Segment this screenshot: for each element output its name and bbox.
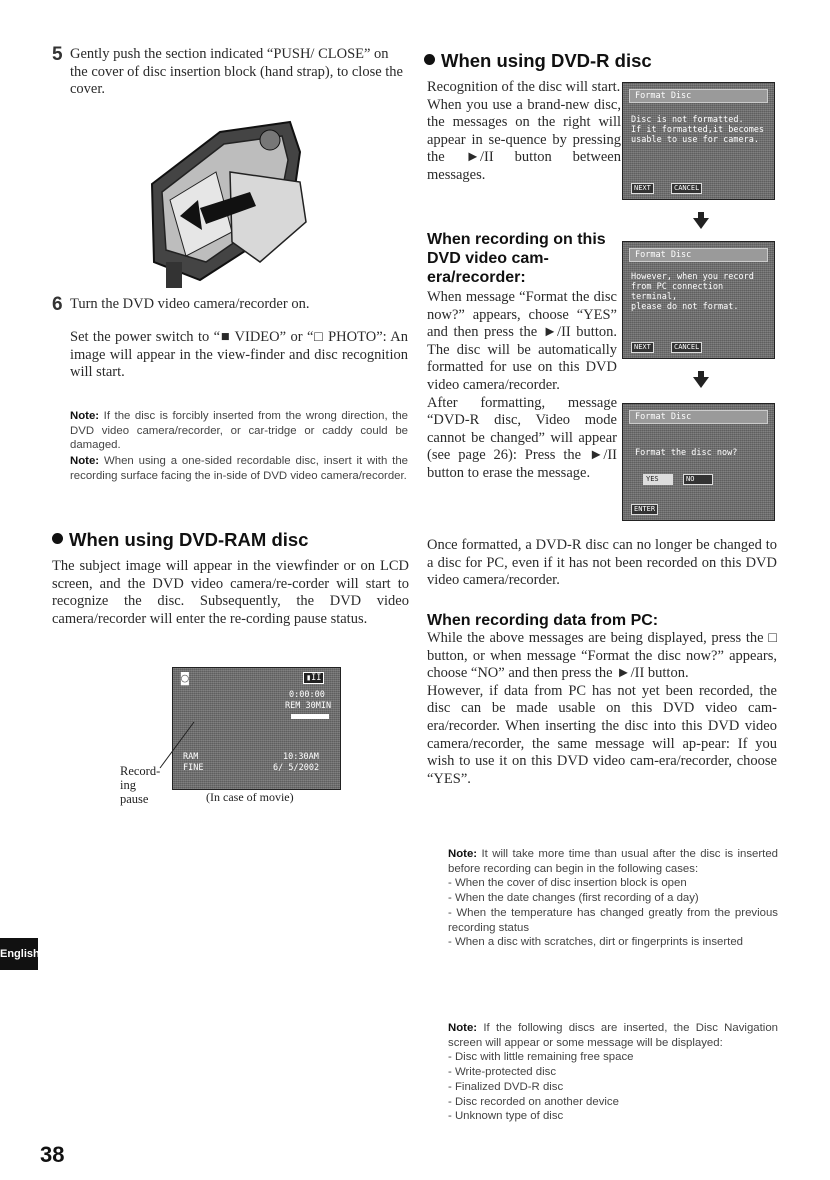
- camera-icon: ◙: [181, 671, 189, 686]
- osd-disc-type: RAM: [183, 752, 199, 762]
- osd-clock: 10:30AM: [283, 752, 319, 762]
- next-button[interactable]: NEXT: [631, 183, 654, 194]
- yes-button[interactable]: YES: [643, 474, 673, 485]
- osd-time: 0:00:00: [289, 690, 325, 700]
- note-wrong-direction: [70, 409, 408, 453]
- note-intro: It will take more time than usual after the disc is inserted before recording can begin in the following cases:: [448, 848, 778, 875]
- dvd-ram-body: The subject image will appear in the viewfinder or on LCD screen, and the DVD video camera/re-corder will start to recognize the disc. Subsequently, the DVD video camera/recorder will enter the re-cording pause status.: [52, 558, 409, 627]
- cancel-button[interactable]: CANCEL: [671, 183, 702, 194]
- camcorder-illustration: [140, 112, 312, 290]
- step-5-text: Gently push the section indicated “PUSH/ CLOSE” on the cover of disc insertion block (hand strap), to close the cover.: [70, 46, 403, 98]
- enter-button[interactable]: ENTER: [631, 504, 658, 515]
- dvd-r-heading-text: When using DVD-R disc: [441, 50, 652, 71]
- note-item: - When a disc with scratches, dirt or fingerprints is inserted: [448, 936, 743, 949]
- note-label: Note:: [448, 1022, 478, 1034]
- format-disc-screen-3: [622, 403, 775, 521]
- no-button[interactable]: NO: [683, 474, 713, 485]
- note-item: - Write-protected disc: [448, 1066, 557, 1079]
- page-number: 38: [40, 1142, 65, 1167]
- recording-pc-heading: When recording data from PC:: [427, 612, 659, 629]
- recording-pc-body: While the above messages are being displayed, press the □ button, or when message “Format the disc now?” appears, choose “NO” and then press the ►/II button. However, if data from PC has not yet been recorded, the disc can be made usable on this DVD video cam-era/recorder. When inserting the disc into this DVD video camera/recorder, the same message will ap-pear: If you wish to use it on this DVD video cam-era/recorder, choose “YES”.: [427, 630, 777, 787]
- figure-caption: (In case of movie): [206, 790, 294, 804]
- screen-title: Format Disc: [635, 412, 692, 422]
- dvd-ram-heading: [52, 529, 308, 551]
- screen-title: Format Disc: [635, 91, 692, 101]
- screen-message: Disc is not formatted. If it formatted,it becomes usable to use for camera.: [631, 115, 765, 145]
- step-5-number: 5: [52, 44, 63, 65]
- bullet-icon: [424, 54, 435, 65]
- language-tab: English: [0, 938, 38, 970]
- screen-message: However, when you record from PC connection terminal, please do not format.: [631, 272, 754, 312]
- recording-dvd-heading: When recording on this DVD video cam-era/recorder:: [427, 231, 606, 286]
- bullet-icon: [52, 533, 63, 544]
- note-label: Note:: [448, 848, 478, 860]
- note-item: - Disc with little remaining free space: [448, 1051, 634, 1064]
- note-longer-time: [448, 847, 778, 950]
- note-text: When using a one-sided recordable disc, insert it with the recording surface facing the in-side of DVD video camera/recorder.: [70, 455, 408, 482]
- osd-quality: FINE: [183, 763, 204, 773]
- step-6-number: 6: [52, 294, 63, 315]
- sequence-arrow-2: [693, 377, 709, 388]
- note-intro: If the following discs are inserted, the Disc Navigation screen will appear or some message will be displayed:: [448, 1022, 778, 1049]
- dvd-r-intro: Recognition of the disc will start. When you use a brand-new disc, the messages on the right will appear in se-quence by pressing the ►/II button between messages.: [427, 79, 621, 183]
- screen-message: Format the disc now?: [635, 448, 738, 458]
- note-label: Note:: [70, 410, 100, 422]
- osd-remaining: REM 30MIN: [285, 701, 332, 711]
- note-label: Note:: [70, 455, 100, 467]
- note-one-sided: [70, 454, 408, 483]
- next-button[interactable]: NEXT: [631, 342, 654, 353]
- format-disc-screen-1: [622, 82, 775, 200]
- note-item: - When the cover of disc insertion block is open: [448, 877, 687, 890]
- step-6-text: Turn the DVD video camera/recorder on.: [70, 296, 310, 312]
- label-pointer-line: [158, 720, 198, 770]
- recording-dvd-body: When message “Format the disc now?” appears, choose “YES” and then press the ►/II button. The disc will be automatically formatted for use on this DVD video camera/recorder. After formatting, message “DVD-R disc, Video mode cannot be changed” will appear (see page 26): Press the ►/II button to erase the message.: [427, 289, 617, 481]
- format-disc-screen-2: [622, 241, 775, 359]
- note-text: If the disc is forcibly inserted from the wrong direction, the DVD video camera/recorder, or car-tridge or caddy could be damaged.: [70, 410, 408, 452]
- note-disc-navigation: [448, 1021, 778, 1124]
- note-item: - Finalized DVD-R disc: [448, 1080, 564, 1093]
- step-6-body: Set the power switch to “■ VIDEO” or “□ PHOTO”: An image will appear in the view-finder and disc recognition will start.: [70, 329, 408, 381]
- dvd-ram-heading-text: When using DVD-RAM disc: [69, 529, 309, 550]
- note-item: - When the temperature has changed greatly from the previous recording status: [448, 906, 778, 934]
- battery-icon: ▮II: [303, 672, 324, 684]
- dvd-r-heading: [424, 50, 652, 72]
- note-item: - When the date changes (first recording of a day): [448, 892, 699, 905]
- note-item: - Disc recorded on another device: [448, 1095, 619, 1108]
- osd-date: 6/ 5/2002: [273, 763, 320, 773]
- cancel-button[interactable]: CANCEL: [671, 342, 702, 353]
- note-item: - Unknown type of disc: [448, 1110, 564, 1123]
- recording-dvd-after: Once formatted, a DVD-R disc can no longer be changed to a disc for PC, even if it has not been recorded on this DVD video camera/recorder.: [427, 537, 777, 589]
- recording-pause-label: Record- ing pause: [120, 764, 161, 806]
- remaining-bar: [291, 714, 329, 719]
- screen-title: Format Disc: [635, 250, 692, 260]
- sequence-arrow-1: [693, 218, 709, 229]
